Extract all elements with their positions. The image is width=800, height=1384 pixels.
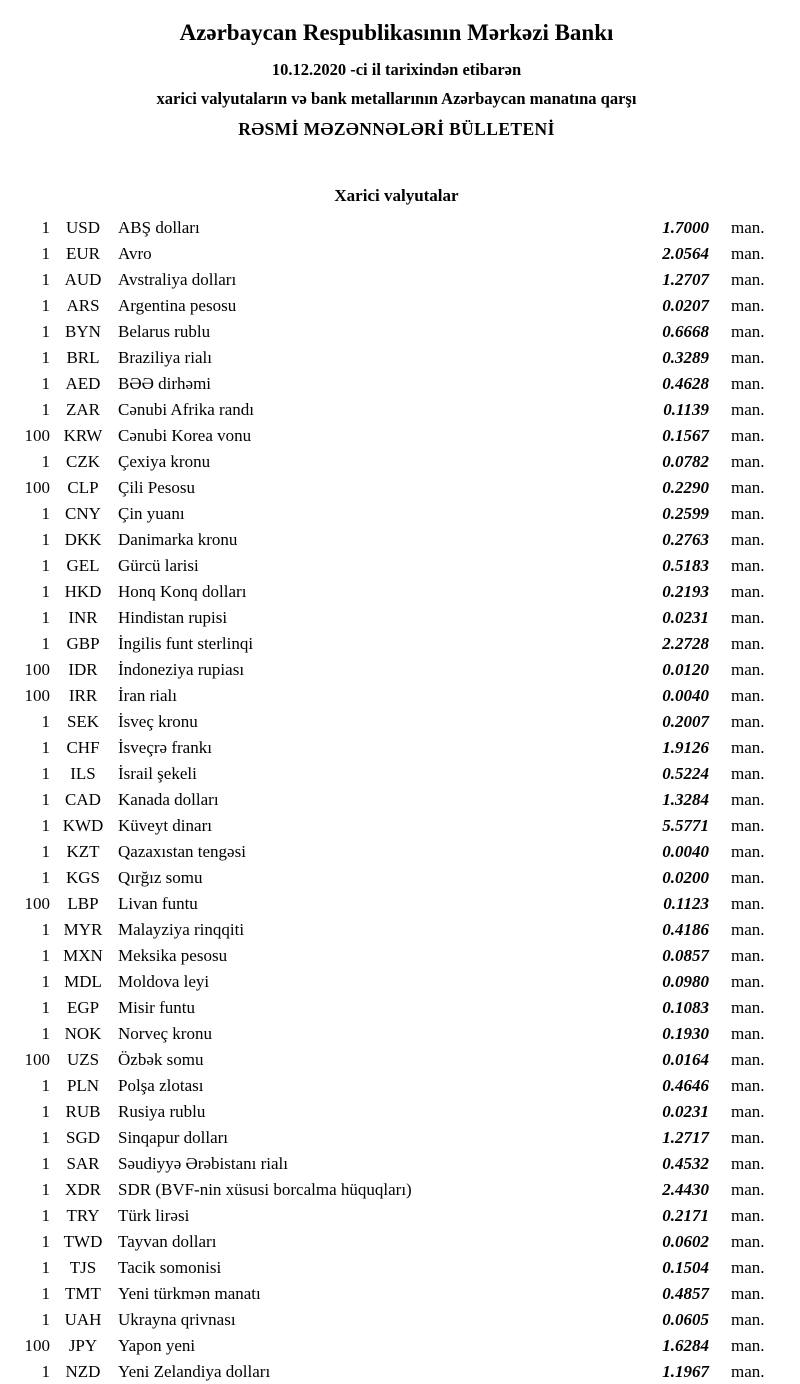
table-row bbox=[18, 1047, 775, 1073]
quantity: 1 bbox=[41, 1232, 50, 1251]
quantity: 1 bbox=[41, 1102, 50, 1121]
currency-name: Moldova leyi bbox=[118, 972, 210, 991]
rate-unit: man. bbox=[731, 452, 765, 471]
table-row bbox=[18, 293, 775, 319]
table-row bbox=[18, 319, 775, 345]
rate-value: 2.0564 bbox=[662, 244, 709, 263]
rate-unit: man. bbox=[731, 270, 765, 289]
rate-unit: man. bbox=[731, 1232, 765, 1251]
currency-name: Livan funtu bbox=[118, 894, 198, 913]
rate-value: 0.0120 bbox=[662, 660, 709, 679]
currency-name: Cənubi Korea vonu bbox=[118, 426, 252, 445]
currency-name: İngilis funt sterlinqi bbox=[118, 634, 254, 653]
currency-name: Səudiyyə Ərəbistanı rialı bbox=[118, 1154, 288, 1173]
currency-code: CLP bbox=[67, 478, 99, 497]
rate-unit: man. bbox=[731, 218, 765, 237]
table-row bbox=[18, 371, 775, 397]
currency-code: UZS bbox=[66, 1050, 100, 1069]
rate-value: 2.4430 bbox=[662, 1180, 709, 1199]
rate-value: 0.2007 bbox=[662, 712, 709, 731]
currency-name: Avstraliya dolları bbox=[118, 270, 237, 289]
quantity: 1 bbox=[41, 738, 50, 757]
currency-code: ZAR bbox=[66, 400, 100, 419]
rate-unit: man. bbox=[731, 894, 765, 913]
currency-code: ARS bbox=[66, 296, 100, 315]
rate-value: 1.2717 bbox=[662, 1128, 709, 1147]
table-row bbox=[18, 761, 775, 787]
rate-value: 1.9126 bbox=[662, 738, 709, 757]
rate-unit: man. bbox=[731, 1206, 765, 1225]
rate-value: 0.2763 bbox=[662, 530, 709, 549]
table-row bbox=[18, 1359, 775, 1384]
rate-value: 0.6668 bbox=[662, 322, 709, 341]
rate-unit: man. bbox=[731, 738, 765, 757]
table-row bbox=[18, 995, 775, 1021]
rate-unit: man. bbox=[731, 478, 765, 497]
quantity: 1 bbox=[41, 270, 50, 289]
rate-unit: man. bbox=[731, 1284, 765, 1303]
rate-value: 0.5183 bbox=[662, 556, 709, 575]
table-row bbox=[18, 423, 775, 449]
quantity: 1 bbox=[41, 504, 50, 523]
quantity: 1 bbox=[41, 712, 50, 731]
quantity: 100 bbox=[24, 1050, 50, 1069]
rate-value: 0.0040 bbox=[662, 842, 709, 861]
rate-unit: man. bbox=[731, 920, 765, 939]
table-row bbox=[18, 943, 775, 969]
rate-unit: man. bbox=[731, 426, 765, 445]
currency-code: GBP bbox=[66, 634, 100, 653]
rate-value: 0.2599 bbox=[662, 504, 709, 523]
quantity: 1 bbox=[41, 1310, 50, 1329]
currency-name: Ukrayna qrivnası bbox=[118, 1310, 236, 1329]
section-title-foreign-currencies: Xarici valyutalar bbox=[334, 186, 459, 205]
table-row bbox=[18, 605, 775, 631]
rate-value: 0.5224 bbox=[662, 764, 709, 783]
currency-code: RUB bbox=[65, 1102, 101, 1121]
currency-code: USD bbox=[65, 218, 100, 237]
currency-code: PLN bbox=[66, 1076, 100, 1095]
quantity: 1 bbox=[41, 1284, 50, 1303]
quantity: 100 bbox=[24, 478, 50, 497]
currency-name: Çexiya kronu bbox=[118, 452, 211, 471]
quantity: 1 bbox=[41, 1180, 50, 1199]
rate-unit: man. bbox=[731, 868, 765, 887]
currency-name: Sinqapur dolları bbox=[118, 1128, 229, 1147]
rate-value: 1.1967 bbox=[662, 1362, 709, 1381]
rate-value: 0.1930 bbox=[662, 1024, 709, 1043]
currency-code: CNY bbox=[65, 504, 101, 523]
table-row bbox=[18, 839, 775, 865]
quantity: 1 bbox=[41, 348, 50, 367]
currency-code: UAH bbox=[64, 1310, 102, 1329]
currency-code: MXN bbox=[63, 946, 103, 965]
rate-value: 1.6284 bbox=[662, 1336, 709, 1355]
table-row bbox=[18, 969, 775, 995]
table-row bbox=[18, 865, 775, 891]
rate-unit: man. bbox=[731, 1362, 765, 1381]
currency-name: Malayziya rinqqiti bbox=[118, 920, 245, 939]
rate-value: 0.0164 bbox=[662, 1050, 709, 1069]
rates-table bbox=[18, 215, 775, 1384]
rate-unit: man. bbox=[731, 374, 765, 393]
currency-name: Qazaxıstan tengəsi bbox=[118, 842, 246, 861]
rate-unit: man. bbox=[731, 712, 765, 731]
currency-code: TWD bbox=[63, 1232, 103, 1251]
currency-name: Yapon yeni bbox=[118, 1336, 196, 1355]
quantity: 1 bbox=[41, 582, 50, 601]
currency-name: SDR (BVF-nin xüsusi borcalma hüquqları) bbox=[118, 1180, 412, 1199]
rate-value: 0.4628 bbox=[662, 374, 709, 393]
rate-unit: man. bbox=[731, 296, 765, 315]
currency-name: Tayvan dolları bbox=[118, 1232, 217, 1251]
table-row bbox=[18, 1333, 775, 1359]
rate-unit: man. bbox=[731, 504, 765, 523]
rate-value: 0.0040 bbox=[662, 686, 709, 705]
rate-unit: man. bbox=[731, 556, 765, 575]
rate-value: 0.1083 bbox=[662, 998, 709, 1017]
rate-value: 2.2728 bbox=[662, 634, 709, 653]
rate-value: 0.2193 bbox=[662, 582, 709, 601]
currency-code: NOK bbox=[64, 1024, 102, 1043]
table-row bbox=[18, 475, 775, 501]
quantity: 1 bbox=[41, 1206, 50, 1225]
currency-name: Yeni Zelandiya dolları bbox=[118, 1362, 271, 1381]
currency-name: Yeni türkmən manatı bbox=[118, 1284, 261, 1303]
quantity: 1 bbox=[41, 1258, 50, 1277]
rate-unit: man. bbox=[731, 1180, 765, 1199]
currency-name: İran rialı bbox=[118, 686, 177, 705]
table-row bbox=[18, 1099, 775, 1125]
rate-unit: man. bbox=[731, 634, 765, 653]
rate-unit: man. bbox=[731, 1128, 765, 1147]
quantity: 1 bbox=[41, 1128, 50, 1147]
currency-code: JPY bbox=[68, 1336, 98, 1355]
rate-unit: man. bbox=[731, 1050, 765, 1069]
currency-code: SEK bbox=[66, 712, 100, 731]
currency-name: Özbək somu bbox=[118, 1050, 204, 1069]
table-row bbox=[18, 397, 775, 423]
effective-date-line: 10.12.2020 -ci il tarixindən etibarən bbox=[271, 60, 522, 79]
currency-name: İsrail şekeli bbox=[118, 764, 197, 783]
rate-value: 1.7000 bbox=[662, 218, 709, 237]
quantity: 100 bbox=[24, 660, 50, 679]
currency-code: KGS bbox=[65, 868, 100, 887]
quantity: 1 bbox=[41, 608, 50, 627]
currency-code: GEL bbox=[66, 556, 100, 575]
currency-code: XDR bbox=[65, 1180, 101, 1199]
rate-value: 0.1567 bbox=[662, 426, 709, 445]
quantity: 1 bbox=[41, 1154, 50, 1173]
currency-code: CZK bbox=[66, 452, 100, 471]
table-row bbox=[18, 1177, 775, 1203]
table-row bbox=[18, 709, 775, 735]
rate-unit: man. bbox=[731, 816, 765, 835]
currency-name: Norveç kronu bbox=[118, 1024, 212, 1043]
currency-name: Danimarka kronu bbox=[118, 530, 238, 549]
table-row bbox=[18, 1151, 775, 1177]
currency-code: EGP bbox=[66, 998, 100, 1017]
rate-unit: man. bbox=[731, 764, 765, 783]
table-row bbox=[18, 579, 775, 605]
currency-name: Küveyt dinarı bbox=[118, 816, 212, 835]
currency-code: SAR bbox=[66, 1154, 100, 1173]
quantity: 1 bbox=[41, 530, 50, 549]
table-row bbox=[18, 1281, 775, 1307]
table-row bbox=[18, 1021, 775, 1047]
currency-code: KWD bbox=[62, 816, 104, 835]
table-row bbox=[18, 527, 775, 553]
quantity: 1 bbox=[41, 218, 50, 237]
currency-code: AED bbox=[65, 374, 101, 393]
currency-name: Rusiya rublu bbox=[118, 1102, 206, 1121]
quantity: 1 bbox=[41, 400, 50, 419]
currency-name: Braziliya rialı bbox=[118, 348, 212, 367]
currency-code: BRL bbox=[66, 348, 100, 367]
currency-name: Argentina pesosu bbox=[118, 296, 237, 315]
description-line: xarici valyutaların və bank metallarının Azərbaycan manatına qarşı bbox=[156, 89, 637, 108]
quantity: 1 bbox=[41, 634, 50, 653]
currency-name: Polşa zlotası bbox=[118, 1076, 204, 1095]
rate-value: 5.5771 bbox=[662, 816, 709, 835]
currency-name: Belarus rublu bbox=[118, 322, 211, 341]
quantity: 1 bbox=[41, 374, 50, 393]
quantity: 1 bbox=[41, 920, 50, 939]
currency-code: MDL bbox=[64, 972, 102, 991]
quantity: 100 bbox=[24, 894, 50, 913]
currency-name: ABŞ dolları bbox=[118, 218, 200, 237]
quantity: 1 bbox=[41, 946, 50, 965]
table-row bbox=[18, 891, 775, 917]
rate-unit: man. bbox=[731, 1310, 765, 1329]
currency-name: Misir funtu bbox=[118, 998, 195, 1017]
rate-value: 0.0605 bbox=[662, 1310, 709, 1329]
rate-unit: man. bbox=[731, 1336, 765, 1355]
quantity: 1 bbox=[41, 452, 50, 471]
currency-name: Honq Konq dolları bbox=[118, 582, 247, 601]
currency-name: Hindistan rupisi bbox=[118, 608, 228, 627]
quantity: 1 bbox=[41, 322, 50, 341]
rate-value: 0.0207 bbox=[662, 296, 709, 315]
rate-unit: man. bbox=[731, 1024, 765, 1043]
table-row bbox=[18, 1125, 775, 1151]
quantity: 1 bbox=[41, 244, 50, 263]
currency-code: BYN bbox=[65, 322, 101, 341]
currency-code: NZD bbox=[65, 1362, 101, 1381]
rate-value: 0.2290 bbox=[662, 478, 709, 497]
rate-value: 0.0782 bbox=[662, 452, 709, 471]
rate-unit: man. bbox=[731, 1102, 765, 1121]
currency-name: Çili Pesosu bbox=[118, 478, 195, 497]
currency-code: TRY bbox=[66, 1206, 100, 1225]
rate-unit: man. bbox=[731, 686, 765, 705]
table-row bbox=[18, 1203, 775, 1229]
currency-code: HKD bbox=[64, 582, 102, 601]
quantity: 1 bbox=[41, 1362, 50, 1381]
rate-unit: man. bbox=[731, 660, 765, 679]
rate-value: 0.2171 bbox=[662, 1206, 709, 1225]
rate-unit: man. bbox=[731, 1154, 765, 1173]
currency-name: Qırğız somu bbox=[118, 868, 203, 887]
currency-code: LBP bbox=[67, 894, 99, 913]
quantity: 1 bbox=[41, 1024, 50, 1043]
quantity: 1 bbox=[41, 556, 50, 575]
rate-value: 0.4857 bbox=[662, 1284, 709, 1303]
quantity: 1 bbox=[41, 972, 50, 991]
rate-unit: man. bbox=[731, 946, 765, 965]
table-row bbox=[18, 553, 775, 579]
currency-name: Çin yuanı bbox=[118, 504, 185, 523]
currency-name: Avro bbox=[118, 244, 152, 263]
bulletin-title-line: RƏSMİ MƏZƏNNƏLƏRİ BÜLLETENİ bbox=[238, 119, 555, 139]
currency-code: TMT bbox=[65, 1284, 101, 1303]
rate-value: 0.4186 bbox=[662, 920, 709, 939]
quantity: 100 bbox=[24, 426, 50, 445]
table-row bbox=[18, 1229, 775, 1255]
rate-unit: man. bbox=[731, 842, 765, 861]
rate-unit: man. bbox=[731, 400, 765, 419]
currency-name: İsveç kronu bbox=[118, 712, 198, 731]
currency-code: KRW bbox=[63, 426, 103, 445]
quantity: 1 bbox=[41, 842, 50, 861]
rate-value: 0.0857 bbox=[662, 946, 709, 965]
currency-code: IRR bbox=[68, 686, 98, 705]
rate-unit: man. bbox=[731, 790, 765, 809]
table-row bbox=[18, 657, 775, 683]
currency-name: İsveçrə frankı bbox=[118, 738, 212, 757]
currency-name: BƏƏ dirhəmi bbox=[118, 374, 212, 393]
table-row bbox=[18, 683, 775, 709]
table-row bbox=[18, 735, 775, 761]
rate-value: 0.0200 bbox=[662, 868, 709, 887]
currency-code: KZT bbox=[66, 842, 100, 861]
rate-unit: man. bbox=[731, 530, 765, 549]
quantity: 100 bbox=[24, 1336, 50, 1355]
rate-value: 0.3289 bbox=[662, 348, 709, 367]
quantity: 1 bbox=[41, 764, 50, 783]
currency-name: Cənubi Afrika randı bbox=[118, 400, 254, 419]
table-row bbox=[18, 1073, 775, 1099]
rate-unit: man. bbox=[731, 1076, 765, 1095]
quantity: 1 bbox=[41, 296, 50, 315]
quantity: 1 bbox=[41, 816, 50, 835]
currency-code: CAD bbox=[65, 790, 101, 809]
currency-code: AUD bbox=[64, 270, 102, 289]
currency-name: Meksika pesosu bbox=[118, 946, 228, 965]
rate-unit: man. bbox=[731, 1258, 765, 1277]
currency-name: İndoneziya rupiası bbox=[118, 660, 245, 679]
quantity: 1 bbox=[41, 790, 50, 809]
page-title: Azərbaycan Respublikasının Mərkəzi Bankı bbox=[179, 20, 614, 45]
currency-name: Türk lirəsi bbox=[118, 1206, 190, 1225]
table-row bbox=[18, 917, 775, 943]
currency-code: INR bbox=[68, 608, 98, 627]
rate-unit: man. bbox=[731, 244, 765, 263]
rate-value: 0.4532 bbox=[662, 1154, 709, 1173]
currency-code: EUR bbox=[66, 244, 100, 263]
rate-value: 0.1123 bbox=[663, 894, 709, 913]
table-row bbox=[18, 345, 775, 371]
table-row bbox=[18, 1307, 775, 1333]
currency-name: Tacik somonisi bbox=[118, 1258, 222, 1277]
table-row bbox=[18, 787, 775, 813]
currency-name: Gürcü larisi bbox=[118, 556, 199, 575]
rate-value: 0.1139 bbox=[663, 400, 709, 419]
table-row bbox=[18, 631, 775, 657]
rate-unit: man. bbox=[731, 608, 765, 627]
rate-unit: man. bbox=[731, 998, 765, 1017]
rate-unit: man. bbox=[731, 322, 765, 341]
currency-name: Kanada dolları bbox=[118, 790, 219, 809]
quantity: 1 bbox=[41, 998, 50, 1017]
quantity: 1 bbox=[41, 1076, 50, 1095]
currency-code: MYR bbox=[63, 920, 103, 939]
rate-value: 0.0980 bbox=[662, 972, 709, 991]
quantity: 1 bbox=[41, 868, 50, 887]
currency-code: TJS bbox=[69, 1258, 97, 1277]
rate-value: 0.1504 bbox=[662, 1258, 709, 1277]
rate-value: 0.0231 bbox=[662, 1102, 709, 1121]
table-row bbox=[18, 267, 775, 293]
rate-unit: man. bbox=[731, 582, 765, 601]
currency-code: IDR bbox=[68, 660, 98, 679]
rate-value: 0.4646 bbox=[662, 1076, 709, 1095]
rate-unit: man. bbox=[731, 348, 765, 367]
currency-code: DKK bbox=[64, 530, 102, 549]
rate-value: 0.0602 bbox=[662, 1232, 709, 1251]
currency-code: CHF bbox=[66, 738, 100, 757]
currency-code: ILS bbox=[70, 764, 96, 783]
table-row bbox=[18, 1255, 775, 1281]
rate-unit: man. bbox=[731, 972, 765, 991]
table-row bbox=[18, 813, 775, 839]
table-row bbox=[18, 241, 775, 267]
rate-value: 1.3284 bbox=[662, 790, 709, 809]
table-row bbox=[18, 215, 775, 241]
rate-value: 1.2707 bbox=[662, 270, 709, 289]
currency-code: SGD bbox=[65, 1128, 100, 1147]
table-row bbox=[18, 449, 775, 475]
rate-value: 0.0231 bbox=[662, 608, 709, 627]
table-row bbox=[18, 501, 775, 527]
quantity: 100 bbox=[24, 686, 50, 705]
